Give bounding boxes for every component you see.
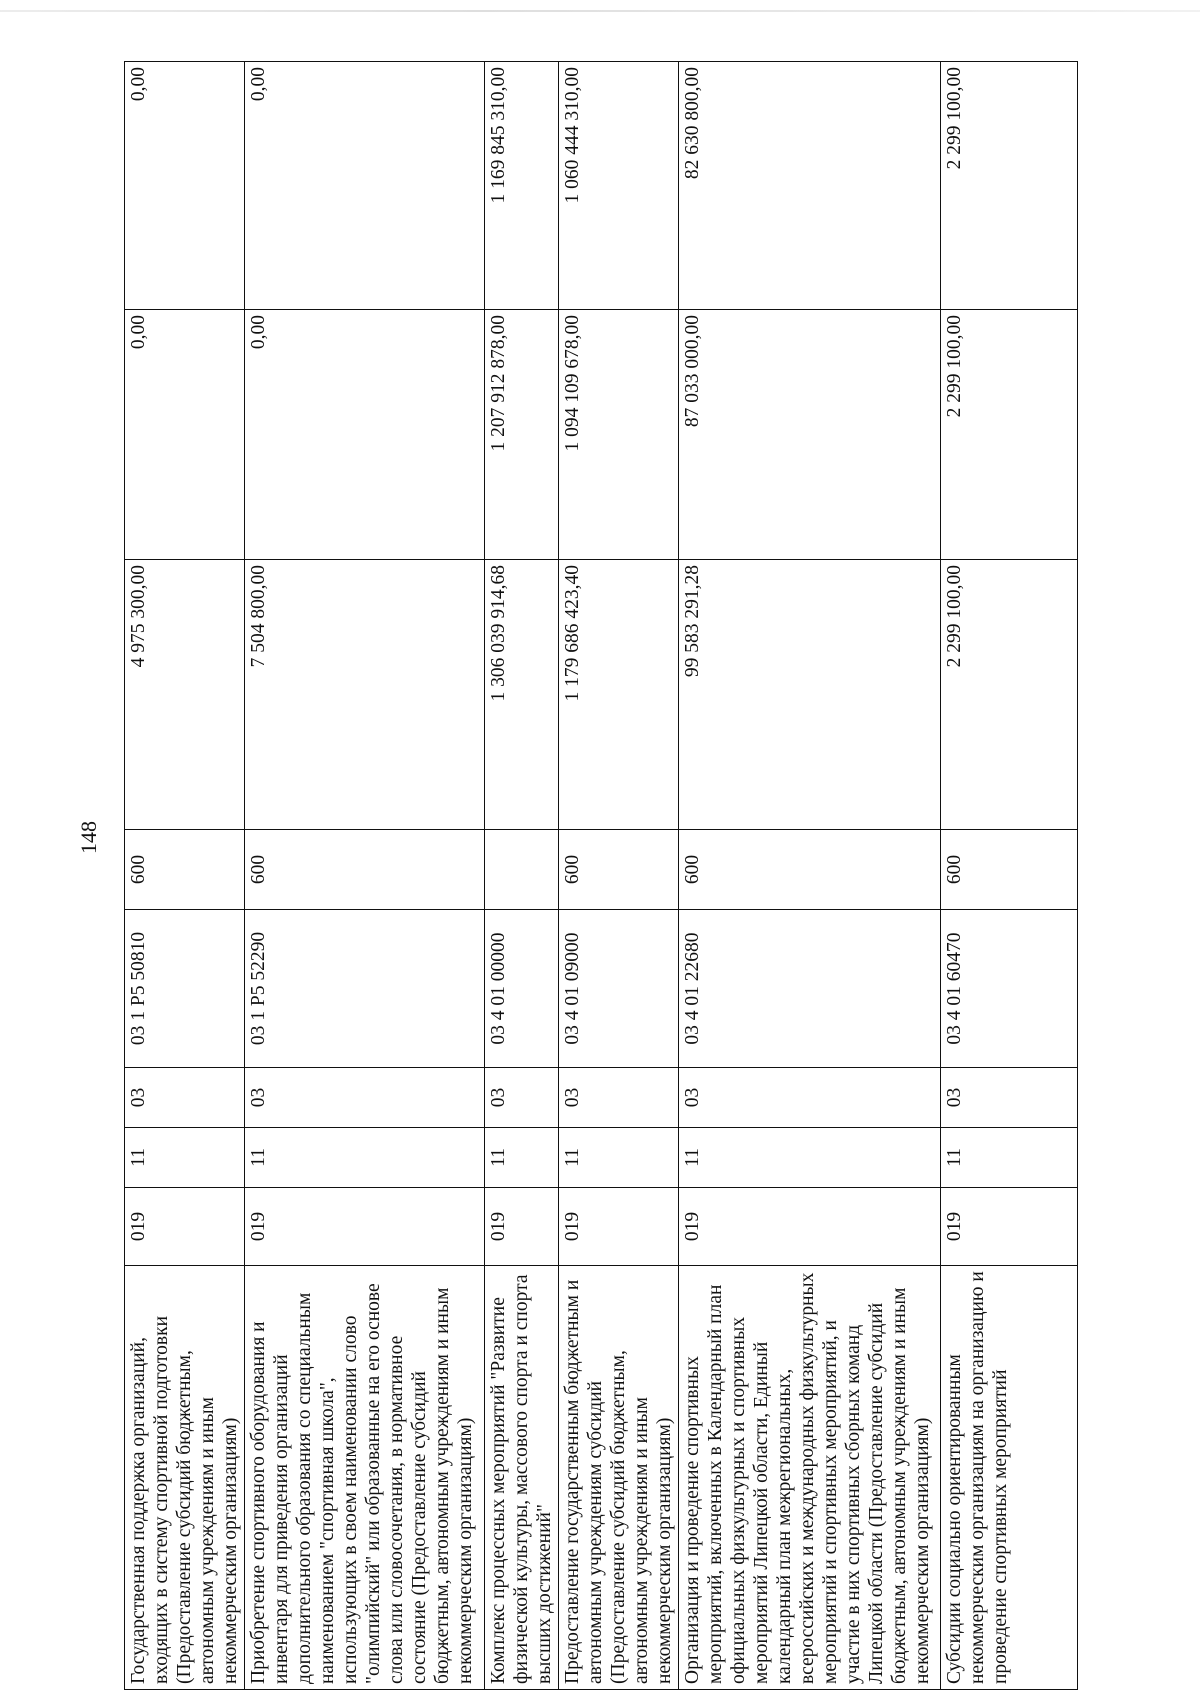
- table-row: [485, 62, 559, 1690]
- scan-edge-line: [0, 10, 1200, 12]
- row-expense-type: 600: [245, 830, 485, 910]
- row-section-code: 11: [125, 1128, 245, 1188]
- row-target-article: 03 4 01 22680: [679, 910, 941, 1068]
- row-amount-1: 99 583 291,28: [679, 560, 941, 830]
- row-section-code: 11: [245, 1128, 485, 1188]
- row-ministry-code: 019: [485, 1188, 559, 1266]
- table-row: [941, 62, 1078, 1690]
- row-amount-2: 1 207 912 878,00: [485, 310, 559, 560]
- table-row: [559, 62, 679, 1690]
- row-description: Предоставление государственным бюджетным и автономным учреждениям субсидий (Предоставление субсидий бюджетным, автономным учреждениям и иным некоммерческим организациям): [559, 1266, 679, 1690]
- row-amount-2: 0,00: [245, 310, 485, 560]
- row-amount-1: 1 306 039 914,68: [485, 560, 559, 830]
- row-section-code: 11: [559, 1128, 679, 1188]
- row-ministry-code: 019: [125, 1188, 245, 1266]
- row-amount-1: 7 504 800,00: [245, 560, 485, 830]
- budget-table: [124, 61, 1078, 1690]
- row-target-article: 03 4 01 00000: [485, 910, 559, 1068]
- row-amount-3: 0,00: [245, 62, 485, 310]
- page-number: 148: [76, 821, 101, 854]
- row-amount-3: 2 299 100,00: [941, 62, 1078, 310]
- row-amount-2: 0,00: [125, 310, 245, 560]
- row-target-article: 03 4 01 60470: [941, 910, 1078, 1068]
- row-ministry-code: 019: [559, 1188, 679, 1266]
- row-amount-3: 0,00: [125, 62, 245, 310]
- row-subsection-code: 03: [679, 1068, 941, 1128]
- row-amount-1: 4 975 300,00: [125, 560, 245, 830]
- row-description: Приобретение спортивного оборудования и инвентаря для приведения организаций дополнительного образования со специальным наименованием "спортивная школа", использующих в своем наименовании слово "олимпийский" или образованные на его основе слова или словосочетания, в нормативное состояние (Предоставление субсидий бюджетным, автономным учреждениям и иным некоммерческим организациям): [245, 1266, 485, 1690]
- row-description: Субсидии социально ориентированным некоммерческим организациям на организацию и проведение спортивных мероприятий: [941, 1266, 1078, 1690]
- row-expense-type: 600: [941, 830, 1078, 910]
- table-row: [679, 62, 941, 1690]
- row-subsection-code: 03: [941, 1068, 1078, 1128]
- row-amount-2: 1 094 109 678,00: [559, 310, 679, 560]
- row-description: Государственная поддержка организаций, входящих в систему спортивной подготовки (Предоставление субсидий бюджетным, автономным учреждениям и иным некоммерческим организациям): [125, 1266, 245, 1690]
- row-amount-3: 1 060 444 310,00: [559, 62, 679, 310]
- row-target-article: 03 1 Р5 52290: [245, 910, 485, 1068]
- row-ministry-code: 019: [245, 1188, 485, 1266]
- row-target-article: 03 4 01 09000: [559, 910, 679, 1068]
- row-subsection-code: 03: [125, 1068, 245, 1128]
- row-amount-3: 82 630 800,00: [679, 62, 941, 310]
- row-section-code: 11: [679, 1128, 941, 1188]
- row-amount-2: 87 033 000,00: [679, 310, 941, 560]
- row-expense-type: 600: [679, 830, 941, 910]
- row-expense-type: 600: [559, 830, 679, 910]
- row-description: Комплекс процессных мероприятий "Развитие физической культуры, массового спорта и спорта высших достижений": [485, 1266, 559, 1690]
- row-section-code: 11: [485, 1128, 559, 1188]
- row-description: Организация и проведение спортивных мероприятий, включенных в Календарный план официальных физкультурных и спортивных мероприятий Липецкой области, Единый календарный план межрегиональных, всероссийских и международных физкультурных мероприятий и спортивных мероприятий, и участие в них спортивных сборных команд Липецкой области (Предоставление субсидий бюджетным, автономным учреждениям и иным некоммерческим организациям): [679, 1266, 941, 1690]
- row-amount-3: 1 169 845 310,00: [485, 62, 559, 310]
- row-expense-type: 600: [125, 830, 245, 910]
- row-ministry-code: 019: [679, 1188, 941, 1266]
- row-subsection-code: 03: [559, 1068, 679, 1128]
- budget-table-rotated: [124, 62, 1069, 1690]
- row-expense-type: [485, 830, 559, 910]
- row-ministry-code: 019: [941, 1188, 1078, 1266]
- row-amount-2: 2 299 100,00: [941, 310, 1078, 560]
- table-row: [125, 62, 245, 1690]
- table-row: [245, 62, 485, 1690]
- row-amount-1: 2 299 100,00: [941, 560, 1078, 830]
- row-subsection-code: 03: [245, 1068, 485, 1128]
- row-subsection-code: 03: [485, 1068, 559, 1128]
- row-section-code: 11: [941, 1128, 1078, 1188]
- row-amount-1: 1 179 686 423,40: [559, 560, 679, 830]
- row-target-article: 03 1 Р5 50810: [125, 910, 245, 1068]
